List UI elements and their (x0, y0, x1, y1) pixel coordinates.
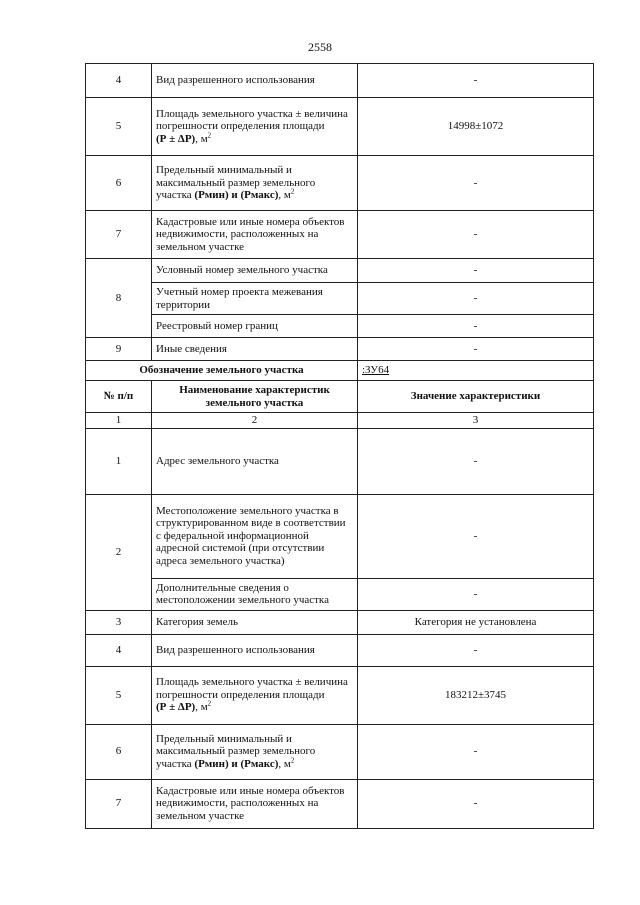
row-number: 3 (86, 610, 152, 634)
row-number: 1 (86, 428, 152, 494)
header-index-row (86, 413, 594, 429)
row-label: Предельный минимальный и максимальный размер земельного участка (Рмин) и (Рмакс), $м^2$ (152, 156, 358, 211)
row-number: 7 (86, 779, 152, 828)
table-row (86, 494, 594, 578)
table-row (86, 338, 594, 361)
header-value: Значение характеристики (358, 381, 594, 413)
table-row (86, 428, 594, 494)
row-value: - (358, 283, 594, 315)
row-value: Категория не установлена (358, 610, 594, 634)
row-number: 7 (86, 211, 152, 259)
row-label: Условный номер земельного участка (152, 259, 358, 283)
table-row (86, 211, 594, 259)
row-number: 8 (86, 259, 152, 338)
row-label: Адрес земельного участка (152, 428, 358, 494)
row-label: Кадастровые или иные номера объектов недвижимости, расположенных на земельном участке (152, 779, 358, 828)
header-index: 2 (152, 413, 358, 429)
designation-code: :ЗУ64 (358, 361, 594, 381)
row-number: 6 (86, 156, 152, 211)
row-number: 2 (86, 494, 152, 610)
table-row (86, 666, 594, 724)
row-label: Иные сведения (152, 338, 358, 361)
header-name: Наименование характеристик земельного участка (152, 381, 358, 413)
row-value: - (358, 779, 594, 828)
row-label: Местоположение земельного участка в структурированном виде в соответствии с федеральной информационной адресной системой (при отсутствии адреса земельного участка) (152, 494, 358, 578)
row-value: - (358, 428, 594, 494)
header-index: 1 (86, 413, 152, 429)
row-number: 4 (86, 634, 152, 666)
row-label: Реестровый номер границ (152, 315, 358, 338)
row-value: 183212±3745 (358, 666, 594, 724)
table-row (86, 156, 594, 211)
table-row (86, 283, 594, 315)
row-label: Категория земель (152, 610, 358, 634)
table-row (86, 259, 594, 283)
header-index: 3 (358, 413, 594, 429)
row-label: Площадь земельного участка ± величина погрешности определения площади (Р ± ΔР), $м^2$ (152, 666, 358, 724)
row-label: Площадь земельного участка ± величина погрешности определения площади (Р ± ΔР), $м^2$ (152, 98, 358, 156)
table-row (86, 98, 594, 156)
row-value: - (358, 338, 594, 361)
land-plot-table (85, 63, 594, 829)
row-value: - (358, 211, 594, 259)
table-row (86, 779, 594, 828)
designation-row (86, 361, 594, 381)
table-row (86, 64, 594, 98)
row-label: Учетный номер проекта межевания территории (152, 283, 358, 315)
page-number: 2558 (308, 40, 332, 54)
row-value: - (358, 494, 594, 578)
table-row (86, 724, 594, 779)
row-number: 6 (86, 724, 152, 779)
row-number: 9 (86, 338, 152, 361)
designation-label: Обозначение земельного участка (86, 361, 358, 381)
row-value: - (358, 724, 594, 779)
row-number: 5 (86, 666, 152, 724)
row-value: - (358, 634, 594, 666)
header-num: № п/п (86, 381, 152, 413)
table-row (86, 315, 594, 338)
row-number: 4 (86, 64, 152, 98)
row-value: - (358, 64, 594, 98)
table-row (86, 634, 594, 666)
row-label: Кадастровые или иные номера объектов недвижимости, расположенных на земельном участке (152, 211, 358, 259)
header-row (86, 381, 594, 413)
row-label: Дополнительные сведения о местоположении земельного участка (152, 578, 358, 610)
row-label: Вид разрешенного использования (152, 64, 358, 98)
row-label: Вид разрешенного использования (152, 634, 358, 666)
row-value: - (358, 315, 594, 338)
row-value: - (358, 259, 594, 283)
row-number: 5 (86, 98, 152, 156)
row-value: - (358, 156, 594, 211)
table-row (86, 578, 594, 610)
row-value: 14998±1072 (358, 98, 594, 156)
row-label: Предельный минимальный и максимальный размер земельного участка (Рмин) и (Рмакс), $м^2$ (152, 724, 358, 779)
table-row (86, 610, 594, 634)
row-value: - (358, 578, 594, 610)
